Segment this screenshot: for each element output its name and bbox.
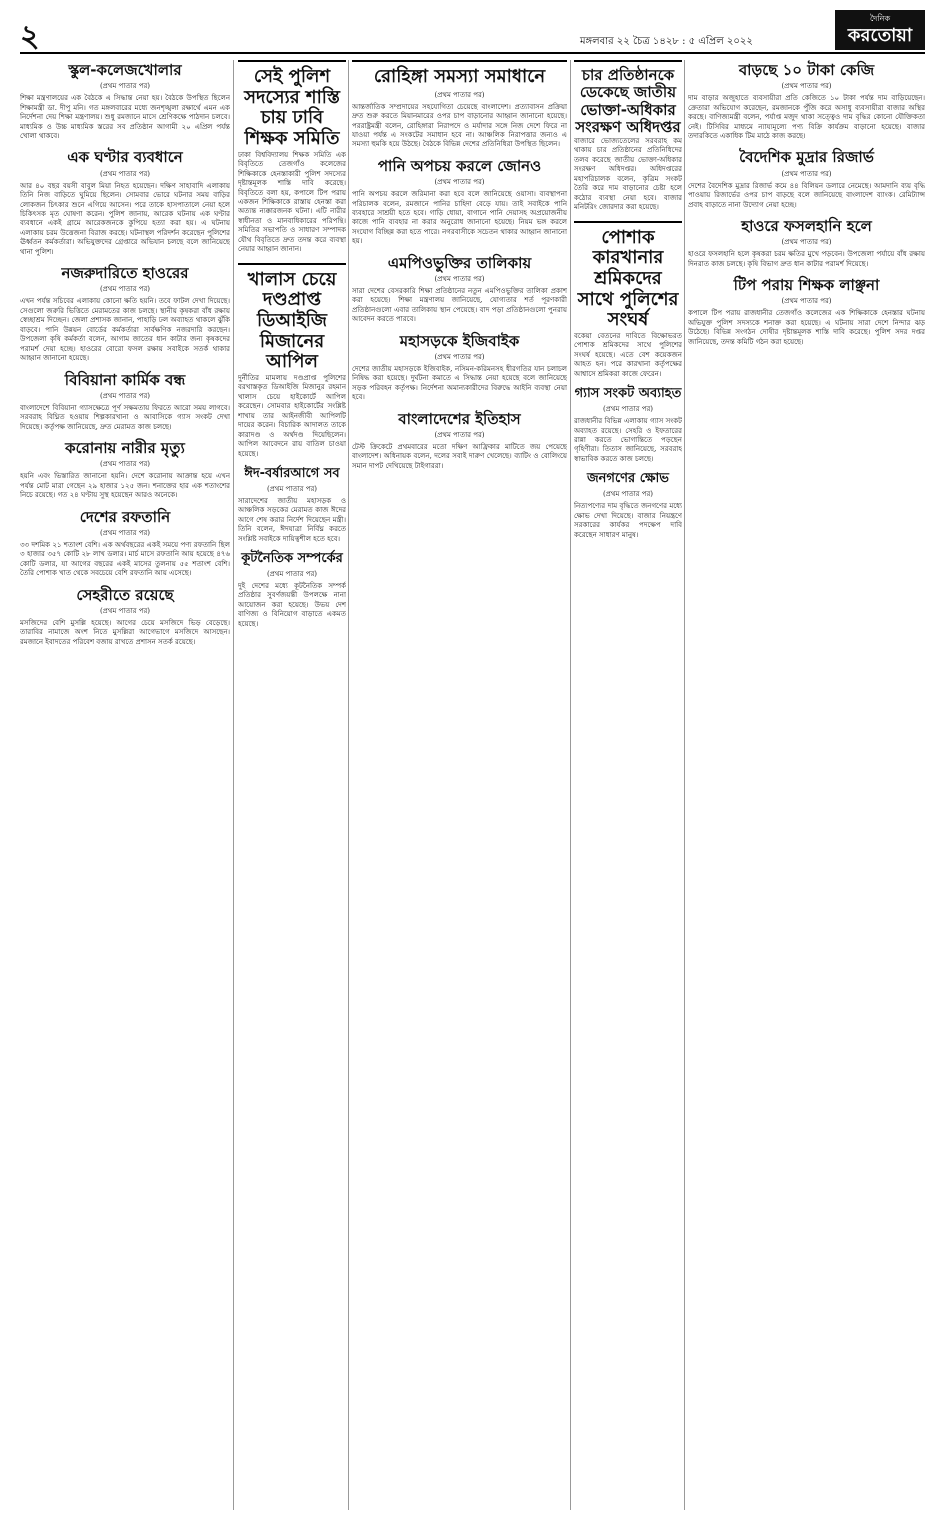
- article-headline: দেশের রফতানি: [79, 507, 171, 526]
- article-headline: স্কুল-কলেজখোলার: [68, 61, 182, 79]
- article-body: এখন পর্যন্ত সচিবের এলাকায় কোনো ক্ষতি হয়নি। তবে ফাটল দেখা দিয়েছে। সেগুলো জরুরি ভিত্তিতে মেরামতের কাজ চলছে। স্থানীয় কৃষকরা বাঁধ রক্ষায় স্বেচ্ছাশ্রম দিচ্ছেন। জেলা প্রশাসক জানান, পাহাড়ি ঢল অব্যাহত থাকলে ঝুঁকি বাড়বে। পানি উন্নয়ন বোর্ডের কর্মকর্তারা সার্বক্ষণিক নজরদারি করছেন। উপজেলা কৃষি কর্মকর্তা বলেন, আগাম জাতের ধান কাটার জন্য কৃষকদের পরামর্শ দেয়া হচ্ছে। হাওরের বোরো ফসল রক্ষায় সবাইকে সতর্ক থাকার আহ্বান জানানো হয়েছে।: [20, 297, 230, 363]
- article-kicker: (প্রথম পাতার পর): [781, 297, 832, 306]
- article: [688, 149, 925, 210]
- article: [20, 440, 230, 501]
- article: [352, 60, 567, 150]
- masthead-name: করতোয়া: [847, 25, 913, 46]
- article-kicker: (প্রথম পাতার পর): [602, 490, 654, 499]
- page-header: [20, 10, 925, 54]
- column-3: [352, 60, 567, 1510]
- article-headline: এক ঘণ্টার ব্যবধানে: [67, 148, 183, 167]
- article-headline: বৈদেশিক মুদ্রার রিজার্ভ: [739, 148, 874, 167]
- article-body: বকেয়া বেতনের দাবিতে বিক্ষোভরত পোশাক শ্রমিকদের সাথে পুলিশের সংঘর্ষ হয়েছে। এতে বেশ কয়েকজন আহত হন। পরে কারখানা কর্তৃপক্ষের আশ্বাসে শ্রমিকরা কাজে ফেরেন।: [574, 331, 682, 378]
- column-rule: [684, 60, 685, 1510]
- article-body: বাংলাদেশে বিবিয়ানা গ্যাসক্ষেত্রে পূর্ণ সক্ষমতায় ফিরতে আরো সময় লাগবে। সরবরাহ বিঘ্নিত হওয়ায় শিল্পকারখানা ও আবাসিকে গ্যাস সংকট দেখা দিয়েছে। কর্তৃপক্ষ জানিয়েছে, দ্রুত মেরামত কাজ চলছে।: [20, 403, 230, 431]
- article-body: রাজধানীর বিভিন্ন এলাকায় গ্যাস সংকট অব্যাহত রয়েছে। সেহরি ও ইফতারের রান্না করতে ভোগান্তিতে পড়ছেন গৃহিণীরা। তিতাস জানিয়েছে, সরবরাহ স্বাভাবিক করতে কাজ চলছে।: [574, 417, 682, 463]
- column-rule: [570, 60, 571, 1510]
- article-headline: পানি অপচয় করলে জোনও: [377, 156, 542, 175]
- article-headline: রোহিঙ্গা সমস্যা সমাধানে: [373, 66, 546, 87]
- column-5: [688, 60, 925, 1510]
- article-body: দুর্নীতির মামলায় দণ্ডপ্রাপ্ত পুলিশের বরখাস্তকৃত ডিআইজি মিজানুর রহমান খালাস চেয়ে হাইকোর্টে আপিল করেছেন। সোমবার হাইকোর্টের সংশ্লিষ্ট শাখায় তার আইনজীবী আপিলটি দায়ের করেন। বিচারিক আদালত তাকে কারাদণ্ড ও অর্থদণ্ড দিয়েছিলেন। আপিল আবেদনে রায় বাতিল চাওয়া হয়েছে।: [238, 374, 346, 458]
- article-kicker: (প্রথম পাতার পর): [266, 570, 318, 578]
- article-kicker: (প্রথম পাতার পর): [781, 82, 832, 91]
- article-body: হয়নি এবং ভিস্তারিত জানানো হয়নি। দেশে করোনায় আক্রান্ত হয়ে এখন পর্যন্ত মোট মারা গেছেন ২৯ হাজার ১২৫ জন। শনাক্তের হার এক শতাংশের নিচে রয়েছে। গত ২৪ ঘণ্টায় সুস্থ হয়েছেন আরও অনেকে।: [20, 472, 230, 500]
- article-headline: বিবিয়ানা কাৰ্মিক বন্ধ: [64, 370, 186, 389]
- article-kicker: (প্রথম পাতার পর): [99, 169, 151, 178]
- article: [688, 62, 925, 141]
- article-kicker: (প্রথম পাতার পর): [781, 238, 832, 247]
- article-kicker: (প্রথম পাতার পর): [434, 178, 485, 187]
- article: [688, 277, 925, 347]
- article-headline: খালাস চেয়ে দণ্ডপ্রাপ্ত ডিআইজি মিজানের আপিল: [247, 268, 337, 373]
- article-body: হাওরে ফসলহানি হলে কৃষকরা চরম ক্ষতির মুখে পড়বেন। উপজেলা পর্যায়ে বাঁধ রক্ষায় দিনরাত কাজ চলছে। কৃষি বিভাগ দ্রুত ধান কাটার পরামর্শ দিয়েছে।: [688, 250, 925, 268]
- article: [20, 587, 230, 648]
- article: [20, 372, 230, 433]
- article-body: আর ৪০ বছর বয়সী বাবুল মিয়া নিহত হয়েছেন। দক্ষিণ সাহাবাদি এলাকায় তিনি নিজ বাড়িতে ঘুমিয়ে ছিলেন। সোমবার ভোরে ঘটনার সময় বাড়ির লোকজন চিৎকার শুনে এগিয়ে আসেন। পরে তাকে হাসপাতালে নেয়া হলে চিকিৎসক মৃত ঘোষণা করেন। পুলিশ জানায়, আরেক ঘটনায় এক ঘণ্টার ব্যবধানে একই গ্রামে আরেকজনকে কুপিয়ে হত্যা করা হয়। এ ঘটনায় এলাকায় চরম উত্তেজনা বিরাজ করছে। ঘটনাস্থল পরিদর্শন করেছেন পুলিশের ঊর্ধ্বতন কর্মকর্তারা। অভিযুক্তদের গ্রেপ্তারে অভিযান চলছে বলে জানিয়েছে থানা পুলিশ।: [20, 181, 230, 256]
- article-body: নিত্যপণ্যের দাম বৃদ্ধিতে জনগণের মধ্যে ক্ষোভ দেখা দিয়েছে। বাজার নিয়ন্ত্রণে সরকারের কার্যকর পদক্ষেপ দাবি করেছেন সাধারণ মানুষ।: [574, 502, 682, 539]
- article-body: দেশের বৈদেশিক মুদ্রার রিজার্ভ কমে ৪৪ বিলিয়ন ডলারে নেমেছে। আমদানি ব্যয় বৃদ্ধি পাওয়ায় রিজার্ভের ওপর চাপ বাড়ছে বলে জানিয়েছে বাংলাদেশ ব্যাংক। রেমিট্যান্স প্রবাহ বাড়াতে নানা উদ্যোগ নেয়া হচ্ছে।: [688, 181, 925, 209]
- article: [352, 411, 567, 472]
- article-body: আন্তর্জাতিক সম্প্রদায়ের সহযোগিতা চেয়েছে বাংলাদেশ। প্রত্যাবাসন প্রক্রিয়া দ্রুত শুরু করতে মিয়ানমারের ওপর চাপ বাড়ানোর আহ্বান জানানো হয়েছে। পররাষ্ট্রমন্ত্রী বলেন, রোহিঙ্গারা নিরাপদে ও মর্যাদার সঙ্গে নিজ দেশে ফিরে না যাওয়া পর্যন্ত এ সংকটের সমাধান হবে না। আঞ্চলিক নিরাপত্তার জন্যও এ সমস্যা হুমকি হয়ে উঠছে। বৈঠকে বিভিন্ন দেশের প্রতিনিধিরা উপস্থিত ছিলেন।: [352, 102, 567, 149]
- article-headline: এমপিওভুক্তির তালিকায়: [387, 253, 532, 272]
- column-1: [20, 60, 230, 1510]
- article-body: মসজিদের বেশি মুসল্লি হয়েছে। আগের চেয়ে মসজিদে ভিড় বেড়েছে। তারাবির নামাজে অংশ নিতে মুসল্লিরা আগেভাগে মসজিদে আসছেন। রমজানে ইবাদতের পরিবেশ বজায় রাখতে প্রশাসন সতর্ক রয়েছে।: [20, 618, 230, 646]
- article: [574, 387, 682, 464]
- article-kicker: (প্রথম পাতার পর): [434, 431, 485, 439]
- article-kicker: (প্রথম পাতার পর): [434, 353, 485, 361]
- masthead-small: দৈনিক: [869, 14, 891, 23]
- article: [238, 467, 346, 544]
- masthead-logo: [835, 10, 925, 50]
- article-body: সারা দেশের বেসরকারি শিক্ষা প্রতিষ্ঠানের নতুন এমপিওভুক্তির তালিকা প্রকাশ করা হয়েছে। শিক্ষা মন্ত্রণালয় জানিয়েছে, যোগ্যতার শর্ত পূরণকারী প্রতিষ্ঠানগুলো এবার তালিকায় স্থান পেয়েছে। বাদ পড়া প্রতিষ্ঠানগুলো পুনরায় আবেদন করতে পারবে।: [352, 287, 567, 324]
- article-headline: গ্যাস সংকট অব্যাহত: [574, 386, 682, 402]
- dateline: মঙ্গলবার ২২ চৈত্র ১৪২৮ : ৫ এপ্রিল ২০২২: [580, 36, 753, 47]
- column-rule: [233, 60, 234, 1510]
- article-kicker: (প্রথম পাতার পর): [99, 606, 151, 615]
- article-kicker: (প্রথম পাতার পর): [99, 285, 151, 294]
- article-body: পানি অপচয় করলে জরিমানা করা হবে বলে জানিয়েছে ওয়াসা। ব্যবস্থাপনা পরিচালক বলেন, রমজানে পানির চাহিদা বেড়ে যায়। তাই সবাইকে পানি ব্যবহারে সাশ্রয়ী হতে হবে। গাড়ি ধোয়া, বাগানে পানি দেয়াসহ অপ্রয়োজনীয় কাজে পানি ব্যবহার না করার অনুরোধ জানানো হয়েছে। নিয়ম ভঙ্গ করলে সংযোগ বিচ্ছিন্ন করা হতে পারে। নগরবাসীকে সচেতন থাকার আহ্বান জানানো হয়।: [352, 190, 567, 246]
- article-kicker: (প্রথম পাতার পর): [266, 484, 318, 493]
- article-body: দাম বাড়ার অজুহাতে ব্যবসায়ীরা প্রতি কেজিতে ১০ টাকা পর্যন্ত দাম বাড়িয়েছেন। ক্রেতারা অভিযোগ করেছেন, রমজানকে পুঁজি করে অসাধু ব্যবসায়ীরা বাজার অস্থির করছে। বাণিজ্যমন্ত্রী বলেন, পর্যাপ্ত মজুদ থাকা সত্ত্বেও দাম বৃদ্ধির কোনো যৌক্তিকতা নেই। টিসিবির মাধ্যমে ন্যায্যমূল্যে পণ্য বিক্রি কার্যক্রম বাড়ানো হয়েছে। বাজার তদারকিতে একাধিক টিম মাঠে কাজ করছে।: [688, 94, 925, 140]
- article-kicker: (প্রথম পাতার পর): [99, 528, 151, 537]
- article: [238, 552, 346, 629]
- article-kicker: (প্রথম পাতার পর): [99, 460, 151, 469]
- article-headline: হাওরে ফসলহানি হলে: [741, 217, 872, 235]
- article-body: কপালে টিপ পরায় রাজধানীর তেজগাঁও কলেজের এক শিক্ষিকাকে হেনস্তার ঘটনায় অভিযুক্ত পুলিশ সদস্যকে শনাক্ত করা হয়েছে। এ ঘটনায় সারা দেশে নিন্দার ঝড় উঠেছে। বিভিন্ন সংগঠন দোষীর দৃষ্টান্তমূলক শাস্তি দাবি করেছে। পুলিশ সদর দপ্তর জানিয়েছে, তদন্ত কমিটি গঠন করা হয়েছে।: [688, 309, 925, 346]
- article: [238, 263, 346, 459]
- article-headline: বাড়ছে ১০ টাকা কেজি: [738, 61, 875, 79]
- article-headline: সেহরীতে রয়েছে: [76, 585, 174, 604]
- article-kicker: (প্রথম পাতার পর): [99, 391, 151, 400]
- article-body: দুই দেশের মধ্যে কূটনৈতিক সম্পর্ক প্রতিষ্ঠার সুবর্ণজয়ন্তী উপলক্ষে নানা আয়োজন করা হয়েছে। উভয় দেশ বাণিজ্য ও বিনিয়োগ বাড়াতে একমত হয়েছে।: [238, 582, 346, 628]
- article-kicker: (প্রথম পাতার পর): [602, 405, 654, 414]
- article: [688, 218, 925, 269]
- article-headline: করোনায় নারীর মৃত্যু: [65, 439, 185, 458]
- article-headline: ঈদ-বর্ষারআগে সব: [244, 465, 340, 481]
- article-body: ঢাকা বিশ্ববিদ্যালয় শিক্ষক সমিতি এক বিবৃতিতে তেজগাঁও কলেজের শিক্ষিকাকে হেনস্তাকারী পুলিশ সদস্যের দৃষ্টান্তমূলক শাস্তি দাবি করেছে। বিবৃতিতে বলা হয়, কপালে টিপ পরায় একজন শিক্ষিকাকে রাস্তায় হেনস্তা করা অত্যন্ত ন্যক্কারজনক ঘটনা। এটি নারীর স্বাধীনতা ও মানবাধিকারের পরিপন্থি। সমিতির সভাপতি ও সাধারণ সম্পাদক যৌথ বিবৃতিতে দ্রুত তদন্ত করে ব্যবস্থা নেয়ার আহ্বান জানান।: [238, 150, 346, 254]
- article: [574, 60, 682, 213]
- article: [352, 255, 567, 325]
- article: [20, 265, 230, 363]
- article: [574, 221, 682, 380]
- article-headline: পোশাক কারখানার শ্রমিকদের সাথে পুলিশের সংঘর্ষ: [577, 226, 679, 331]
- article: [20, 509, 230, 579]
- article-headline: জনগণের ক্ষোভ: [587, 471, 669, 487]
- article-headline: সেই পুলিশ সদস্যের শাস্তি চায় ঢাবি শিক্ষক সমিতি: [244, 66, 340, 150]
- article-body: সারাদেশের জাতীয় মহাসড়ক ও আঞ্চলিক সড়কের মেরামত কাজ ঈদের আগে শেষ করার নির্দেশ দিয়েছেন মন্ত্রী। তিনি বলেন, ঈদযাত্রা নির্বিঘ্ন করতে সংশ্লিষ্ট সবাইকে দায়িত্বশীল হতে হবে।: [238, 496, 346, 543]
- article-headline: কূটনৈতিক সম্পর্কের: [241, 551, 343, 567]
- article-body: দেশের জাতীয় মহাসড়কে ইজিবাইক, নসিমন-করিমনসহ ধীরগতির যান চলাচল নিষিদ্ধ করা হয়েছে। দুর্ঘটনা কমাতে এ সিদ্ধান্ত নেয়া হয়েছে বলে জানিয়েছে সড়ক পরিবহন কর্তৃপক্ষ। নির্দেশনা অমান্যকারীদের বিরুদ্ধে আইনি ব্যবস্থা নেয়া হবে।: [352, 365, 567, 402]
- article-kicker: (প্রথম পাতার পর): [434, 275, 485, 283]
- article-kicker: (প্রথম পাতার পর): [99, 82, 151, 91]
- column-rule: [348, 60, 349, 1510]
- column-4: [574, 60, 682, 1510]
- article-body: ৩৩ দশমিক ২১ শতাংশ বেশি। এক অর্থবছরের একই সময়ে পণ্য রফতানি ছিল ৩ হাজার ৩৫৭ কোটি ২৮ লাখ ডলার। মার্চ মাসে রফতানি আয় হয়েছে ৪৭৬ কোটি ডলার, যা আগের বছরের একই মাসের তুলনায় ৫৫ শতাংশ বেশি। তৈরি পোশাক খাত থেকে সবচেয়ে বেশি রফতানি আয় এসেছে।: [20, 540, 230, 578]
- article-body: বাজারে ভোজ্যতেলের সরবরাহ কম থাকায় চার প্রতিষ্ঠানের প্রতিনিধিদের তলব করেছে জাতীয় ভোক্তা-অধিকার সংরক্ষণ অধিদপ্তর। অধিদপ্তরের মহাপরিচালক বলেন, কৃত্রিম সংকট তৈরি করে দাম বাড়ানোর চেষ্টা হলে কঠোর ব্যবস্থা নেয়া হবে। বাজার মনিটরিং জোরদার করা হয়েছে।: [574, 137, 682, 212]
- article-body: টেস্ট ক্রিকেটে প্রথমবারের মতো দক্ষিণ আফ্রিকার মাটিতে জয় পেয়েছে বাংলাদেশ। অধিনায়ক বলেন, দলের সবাই দারুণ খেলেছে। ব্যাটিং ও বোলিংয়ে সমান দাপট দেখিয়েছে টাইগাররা।: [352, 443, 567, 470]
- article: [20, 149, 230, 257]
- article-headline: মহাসড়কে ইজিবাইক: [399, 331, 520, 350]
- article-kicker: (প্রথম পাতার পর): [781, 169, 832, 178]
- article-kicker: (প্রথম পাতার পর): [434, 90, 485, 99]
- column-2: [238, 60, 346, 1510]
- article: [352, 333, 567, 403]
- article-headline: চার প্রতিষ্ঠানকে ডেকেছে জাতীয় ভোক্তা-অধিকার সংরক্ষণ অধিদপ্তর: [575, 66, 681, 136]
- article: [238, 60, 346, 255]
- article-body: শিক্ষা মন্ত্রণালয়ের এক বৈঠকে এ সিদ্ধান্ত নেয়া হয়। বৈঠকে উপস্থিত ছিলেন শিক্ষামন্ত্রী ডা. দীপু মনি। গত মঙ্গলবারের মধ্যে জনশৃঙ্খলা রক্ষার্থে এমন এক নির্দেশনা দেয় শিক্ষা মন্ত্রণালয়। শুধু রমজানে মাসে শ্রেণিকক্ষে পাঠদান চলবে। মাধ্যমিক ও উচ্চ মাধ্যমিক স্তরের সব প্রতিষ্ঠান আগামী ২০ এপ্রিল পর্যন্ত খোলা থাকবে।: [20, 94, 230, 140]
- article-headline: টিপ পরায় শিক্ষক লাঞ্ছনা: [733, 276, 880, 295]
- article: [352, 158, 567, 247]
- page-number: ২: [20, 19, 40, 54]
- article-headline: নজরুদারিতে হাওরের: [61, 264, 189, 283]
- article: [574, 472, 682, 540]
- article-headline: বাংলাদেশের ইতিহাস: [398, 409, 521, 428]
- article: [20, 62, 230, 141]
